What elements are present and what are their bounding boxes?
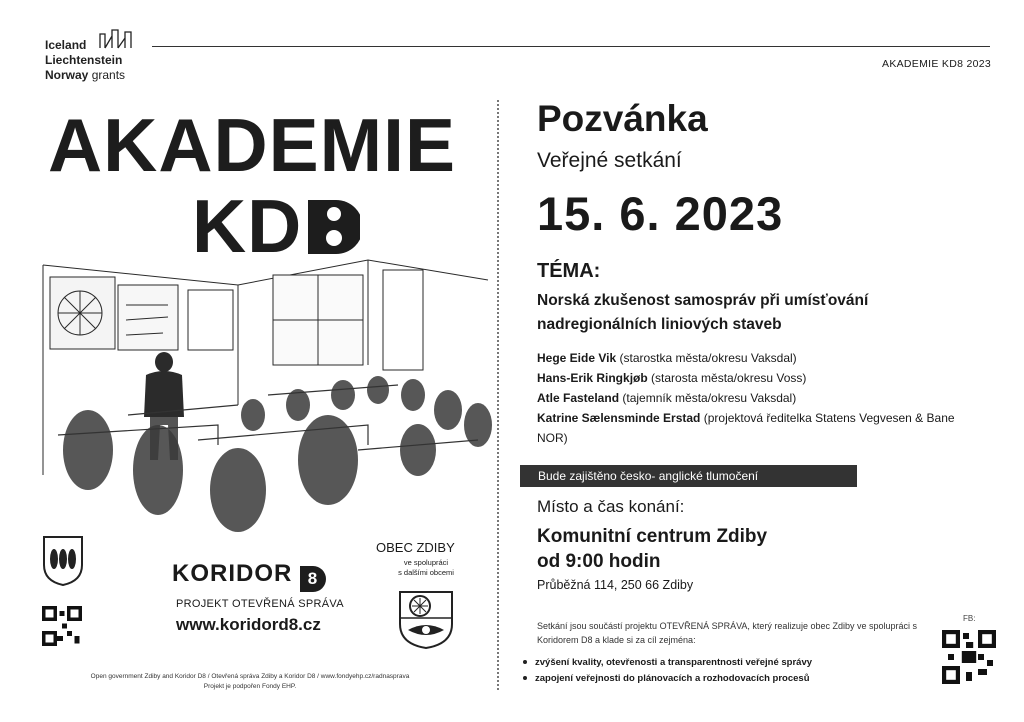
logo-line-liechtenstein: Liechtenstein (45, 53, 123, 67)
coat-of-arms-icon (42, 535, 84, 587)
speaker-role: (projektová ředitelka Statens Vegvesen & Bane NOR) (537, 411, 955, 445)
speaker-list (537, 348, 957, 448)
theme-line1: Norská zkušenost samospráv při umísťování (537, 292, 869, 309)
theme-title (537, 289, 957, 337)
interpretation-banner: Bude zajištěno česko- anglické tlumočení (520, 465, 857, 487)
theme-line2: nadregionálních liniových staveb (537, 316, 782, 333)
bullet-dot (523, 676, 527, 680)
speaker-role: (starosta města/okresu Voss) (647, 371, 807, 385)
place-label: Místo a čas konání: (537, 497, 685, 516)
obec-zdiby-subtitle (376, 558, 476, 578)
place-time: od 9:00 hodin (537, 551, 661, 572)
speaker-name: Hans-Erik Ringkjøb (537, 371, 648, 385)
obec-zdiby-title: OBEC ZDIBY (376, 540, 455, 555)
koridor-d8-mark: 8 (300, 566, 326, 592)
project-note: Setkání jsou součástí projektu OTEVŘENÁ SPRÁVA, který realizuje obec Zdiby ve spolupráci s Koridorem D8 a klade si za cíl zejména: (537, 621, 917, 645)
project-label: PROJEKT OTEVŘENÁ SPRÁVA (176, 598, 344, 610)
classroom-sketch (38, 245, 498, 535)
speaker-item (537, 348, 957, 368)
goal-text: zvýšení kvality, otevřenosti a transparentnosti veřejné správy (535, 657, 813, 668)
speaker-role: (starostka města/okresu Vaksdal) (616, 351, 797, 365)
zdiby-crest-icon (398, 590, 454, 650)
title-kd-text: KD (192, 184, 303, 268)
logo-line-grants: grants (91, 68, 126, 82)
qr-code-left[interactable] (42, 606, 82, 646)
place-address: Průběžná 114, 250 66 Zdiby (537, 578, 694, 592)
obec-sub-line2: s dalšími obcemi (398, 568, 454, 577)
qr-code-fb[interactable] (942, 630, 996, 684)
goal-bullet (523, 673, 810, 684)
speaker-name: Katrine Sælensminde Erstad (537, 411, 701, 425)
goal-text: zapojení veřejnosti do plánovacích a rozhodovacích procesů (535, 673, 810, 684)
year-tag: AKADEMIE KD8 2023 (882, 58, 991, 70)
speaker-name: Atle Fasteland (537, 391, 620, 405)
website-link[interactable]: www.koridord8.cz (176, 615, 321, 634)
koridor-brand: KORIDOR (172, 560, 293, 587)
logo-line-norway: Norway (45, 68, 89, 82)
header-rule (152, 46, 990, 47)
speaker-item (537, 408, 957, 448)
speaker-item (537, 368, 957, 388)
goal-bullet (523, 657, 812, 668)
grants-building-icon (98, 28, 134, 50)
title-akademie: AKADEMIE (48, 103, 457, 187)
invitation-heading: Pozvánka (537, 98, 708, 139)
obec-sub-line1: ve spolupráci (403, 558, 449, 567)
place-name: Komunitní centrum Zdiby (537, 526, 768, 547)
bullet-dot (523, 660, 527, 664)
theme-label: TÉMA: (537, 260, 601, 282)
footer-credits (60, 672, 440, 692)
fb-label: FB: (963, 614, 976, 623)
event-date: 15. 6. 2023 (537, 187, 784, 240)
place-details (537, 524, 767, 574)
footer-line1: Open government Zdiby and Koridor D8 / Otevřená správa Zdiby a Koridor D8 / www.fondyehp.cz/radnasprava (90, 673, 410, 680)
speaker-name: Hege Eide Vik (537, 351, 617, 365)
footer-line2: Projekt je podpořen Fondy EHP. (203, 683, 297, 690)
speaker-item (537, 388, 957, 408)
column-divider (497, 100, 499, 690)
logo-line-iceland: Iceland (45, 38, 87, 52)
koridor-logo (172, 560, 326, 592)
invitation-subheading: Veřejné setkání (537, 149, 682, 172)
speaker-role: (tajemník města/okresu Vaksdal) (619, 391, 797, 405)
